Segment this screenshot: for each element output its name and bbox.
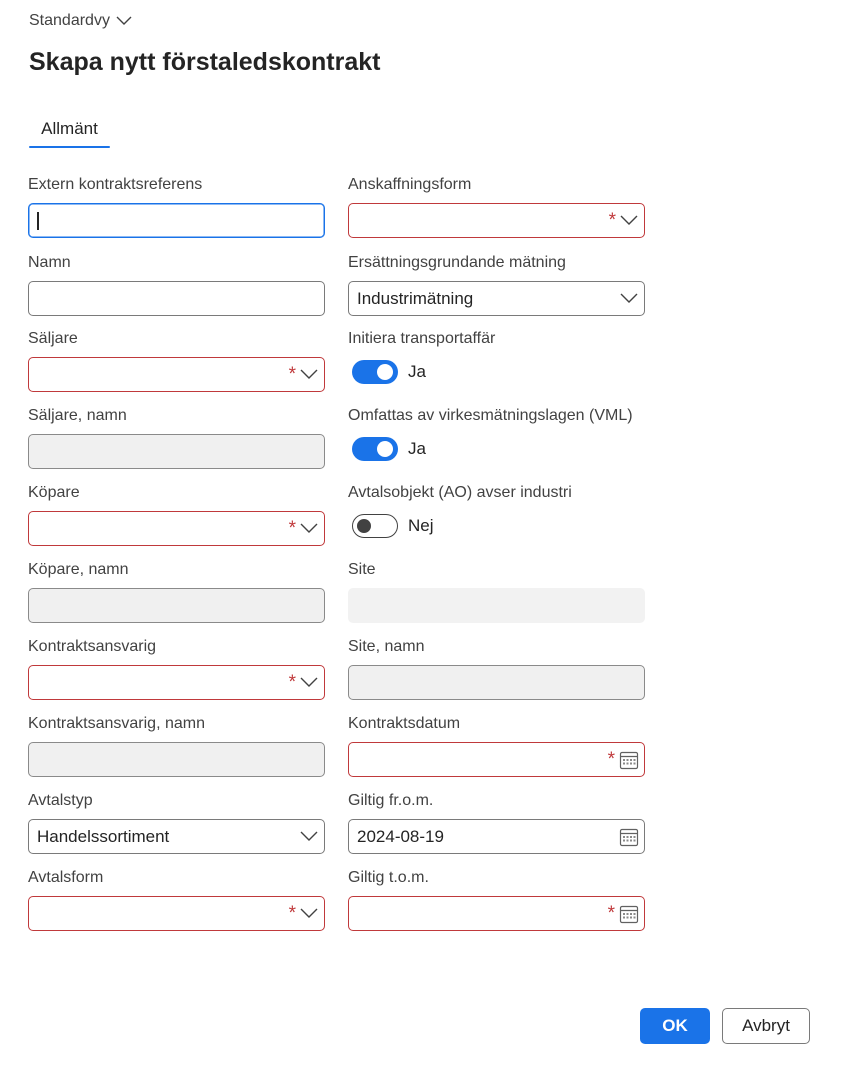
page-title: Skapa nytt förstaledskontrakt [29,48,381,76]
anskaffningsform-select[interactable] [348,203,645,238]
giltig-from-value: 2024-08-19 [357,827,444,846]
required-asterisk-icon: * [608,210,616,231]
field-label: Köpare, namn [28,561,129,578]
field-label: Kontraktsansvarig, namn [28,715,205,732]
field-label: Site [348,561,376,578]
field-label: Giltig t.o.m. [348,869,429,886]
cancel-button[interactable]: Avbryt [722,1008,810,1044]
site-namn-field [348,637,645,700]
required-asterisk-icon: * [288,364,296,385]
tab-active-indicator [29,146,110,148]
vml-field [348,406,645,462]
avtalstyp-field [28,791,325,854]
vml-toggle[interactable] [352,437,398,461]
tab-allmant[interactable] [29,116,110,148]
saljare-namn-input [28,434,325,469]
toggle-knob [357,519,371,533]
avtalsform-select[interactable] [28,896,325,931]
toggle-knob [377,364,393,380]
kontraktsansvarig-namn-field [28,714,325,777]
required-asterisk-icon: * [288,672,296,693]
toggle-knob [377,441,393,457]
chevron-down-icon[interactable] [300,521,318,535]
ok-button[interactable]: OK [640,1008,710,1044]
transport-toggle-row [348,359,645,385]
matning-select[interactable] [348,281,645,316]
kopare-namn-field [28,560,325,623]
required-asterisk-icon: * [607,903,615,924]
field-label: Initiera transportaffär [348,330,496,347]
ao-industri-field [348,483,645,539]
field-label: Kontraktsdatum [348,715,461,732]
tab-label: Allmänt [41,119,98,138]
field-label: Kontraktsansvarig [28,638,157,655]
field-label: Avtalsform [28,869,104,886]
giltig-from-input[interactable] [348,819,645,854]
calendar-icon[interactable] [618,903,640,925]
toggle-state-label: Nej [408,516,434,535]
avtalstyp-value: Handelssortiment [37,827,170,846]
required-asterisk-icon: * [288,903,296,924]
kontraktsdatum-field [348,714,645,777]
vml-toggle-row [348,436,645,462]
field-label: Ersättningsgrundande mätning [348,254,566,271]
giltig-tom-input[interactable] [348,896,645,931]
field-label: Giltig fr.o.m. [348,792,434,809]
chevron-down-icon[interactable] [620,213,638,227]
matning-value: Industrimätning [357,289,474,308]
kontraktsansvarig-namn-input [28,742,325,777]
required-asterisk-icon: * [607,749,615,770]
kontraktsansvarig-lookup[interactable] [28,665,325,700]
avtalstyp-select[interactable] [28,819,325,854]
site-input [348,588,645,623]
matning-field [348,253,645,316]
chevron-down-icon[interactable] [620,291,638,305]
chevron-down-icon[interactable] [300,829,318,843]
giltig-from-field [348,791,645,854]
namn-input[interactable] [28,281,325,316]
saljare-namn-field [28,406,325,469]
field-label: Omfattas av virkesmätningslagen (VML) [348,407,633,424]
kopare-field [28,483,325,546]
field-label: Namn [28,254,71,271]
site-namn-input [348,665,645,700]
giltig-tom-field [348,868,645,931]
namn-field [28,253,325,316]
ao-industri-toggle[interactable] [352,514,398,538]
field-label: Avtalstyp [28,792,93,809]
required-asterisk-icon: * [288,518,296,539]
field-label: Site, namn [348,638,425,655]
view-selector[interactable] [29,12,132,30]
transport-field [348,329,645,385]
saljare-lookup[interactable] [28,357,325,392]
extern-ref-input[interactable] [28,203,325,238]
avtalsform-field [28,868,325,931]
field-label: Extern kontraktsreferens [28,176,203,193]
extern-ref-field [28,175,325,238]
ao-industri-toggle-row [348,513,645,539]
calendar-icon[interactable] [618,826,640,848]
site-field [348,560,645,623]
toggle-state-label: Ja [408,362,426,381]
toggle-state-label: Ja [408,439,426,458]
field-label: Köpare [28,484,80,501]
chevron-down-icon[interactable] [300,367,318,381]
text-cursor [37,212,39,230]
transport-toggle[interactable] [352,360,398,384]
field-label: Avtalsobjekt (AO) avser industri [348,484,572,501]
kontraktsdatum-input[interactable] [348,742,645,777]
chevron-down-icon[interactable] [300,906,318,920]
saljare-field [28,329,325,392]
anskaffningsform-field [348,175,645,238]
field-label: Anskaffningsform [348,176,472,193]
field-label: Säljare [28,330,78,347]
kopare-lookup[interactable] [28,511,325,546]
calendar-icon[interactable] [618,749,640,771]
chevron-down-icon [116,16,132,26]
chevron-down-icon[interactable] [300,675,318,689]
view-selector-label: Standardvy [29,12,110,29]
field-label: Säljare, namn [28,407,127,424]
kontraktsansvarig-field [28,637,325,700]
kopare-namn-input [28,588,325,623]
